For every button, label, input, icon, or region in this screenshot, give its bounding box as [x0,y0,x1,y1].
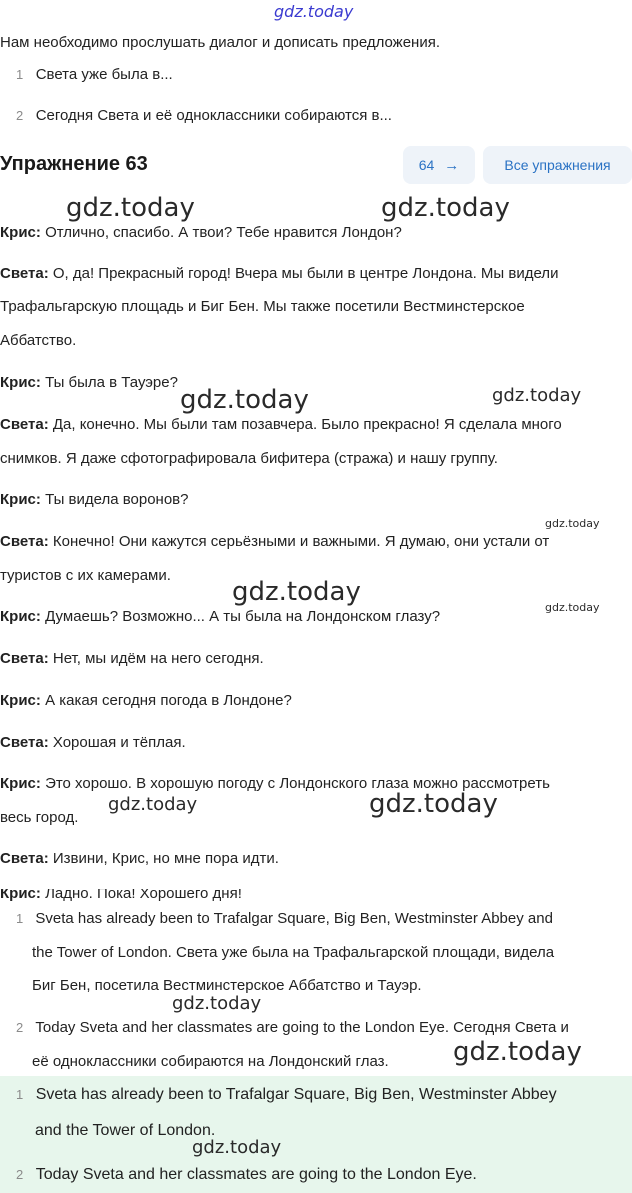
intro-list-item-1 [16,66,173,84]
dialog-text: Ты видела воронов? [45,491,189,508]
dialog-line [0,650,264,667]
answer-text-continued: Биг Бен, посетила Вестминстерское Аббатство и Тауэр. [32,977,422,994]
watermark: gdz.today [172,993,262,1014]
watermark: gdz.today [108,794,198,815]
speaker-label: Света: [0,533,49,550]
dialog-text: Нет, мы идём на него сегодня. [52,650,264,667]
watermark: gdz.today [545,601,600,614]
dialog-line [0,374,178,391]
intro-item-number: 1 [16,67,24,82]
final-answer-item-2 [16,1166,477,1184]
watermark: gdz.today [492,385,582,406]
watermark: gdz.today [66,193,195,223]
next-exercise-label: 64 [418,157,435,173]
dialog-text: Это хорошо. В хорошую погоду с Лондонского глаза можно рассмотреть [45,775,550,792]
dialog-line-continued: Аббатство. [0,332,77,349]
watermark: gdz.today [453,1037,582,1067]
speaker-label: Крис: [0,775,41,792]
answer-text: Sveta has already been to Trafalgar Square, Big Ben, Westminster Abbey [35,1086,557,1103]
answer-text: Today Sveta and her classmates are going to the London Eye. [35,1166,477,1183]
answer-item-1 [16,910,553,927]
watermark: gdz.today [180,385,309,415]
watermark: gdz.today [192,1137,282,1158]
speaker-label: Света: [0,650,49,667]
intro-text: Нам необходимо прослушать диалог и дописать предложения. [0,34,441,51]
speaker-label: Света: [0,850,49,867]
answer-number: 1 [16,911,24,926]
dialog-line [0,416,562,433]
exercise-title: Упражнение 63 [0,153,148,175]
speaker-label: Света: [0,416,49,433]
dialog-text: Извини, Крис, но мне пора идти. [52,850,279,867]
dialog-text: Хорошая и тёплая. [52,734,186,751]
watermark: gdz.today [545,517,600,530]
watermark: gdz.today [369,789,498,819]
answer-text: Today Sveta and her classmates are going to the London Eye. Сегодня Света и [35,1019,569,1036]
dialog-line [0,224,402,241]
intro-item-text: Сегодня Света и её одноклассники собираются в... [35,107,392,124]
final-answer-item-1 [16,1086,557,1104]
dialog-line-continued: снимков. Я даже сфотографировала бифитера (стража) и нашу группу. [0,450,498,467]
dialog-line-continued: Трафальгарскую площадь и Биг Бен. Мы также посетили Вестминстерское [0,298,525,315]
speaker-label: Крис: [0,889,41,902]
dialog-text: О, да! Прекрасный город! Вчера мы были в центре Лондона. Мы видели [52,265,559,282]
answer-item-2 [16,1019,569,1036]
watermark: gdz.today [381,193,510,223]
dialog-line [0,608,440,625]
dialog-text: Да, конечно. Мы были там позавчера. Было прекрасно! Я сделала много [52,416,562,433]
dialog-text: А какая сегодня погода в Лондоне? [45,692,292,709]
speaker-label: Крис: [0,692,41,709]
answer-number: 1 [16,1087,24,1102]
answer-number: 2 [16,1167,24,1182]
dialog-text: Ты была в Тауэре? [45,374,178,391]
dialog-line [0,734,186,751]
dialog-line [0,533,549,550]
speaker-label: Крис: [0,491,41,508]
all-exercises-button[interactable] [483,146,632,184]
dialog-text: Думаешь? Возможно... А ты была на Лондонском глазу? [45,608,441,625]
dialog-line [0,850,279,867]
arrow-right-icon: → [444,156,460,174]
dialog-line-continued: весь город. [0,809,79,826]
dialog-line [0,491,189,508]
answer-text: Sveta has already been to Trafalgar Square, Big Ben, Westminster Abbey and [35,910,553,927]
speaker-label: Света: [0,734,49,751]
intro-list-item-2 [16,107,392,125]
dialog-line-continued: туристов с их камерами. [0,567,171,584]
answer-text-continued: её одноклассники собираются на Лондонский глаз. [32,1053,389,1070]
dialog-text: Конечно! Они кажутся серьёзными и важными. Я думаю, они устали от [52,533,550,550]
dialog-line [0,692,292,709]
next-exercise-button[interactable] [403,146,475,184]
dialog-cutoff [0,889,632,903]
answer-text-continued: and the Tower of London. [35,1122,216,1139]
dialog-text: Ладно. Пока! Хорошего дня! [45,889,242,902]
watermark-top: gdz.today [274,2,354,21]
answer-number: 2 [16,1020,24,1035]
watermark: gdz.today [232,577,361,607]
answer-text-continued: the Tower of London. Света уже была на Трафальгарской площади, видела [32,944,555,961]
dialog-text: Отлично, спасибо. А твои? Тебе нравится Лондон? [45,224,402,241]
intro-item-number: 2 [16,108,24,123]
intro-item-text: Света уже была в... [35,66,173,83]
speaker-label: Крис: [0,224,41,241]
speaker-label: Света: [0,265,49,282]
dialog-line [0,889,242,902]
all-exercises-label: Все упражнения [504,157,611,173]
dialog-line [0,265,558,282]
speaker-label: Крис: [0,374,41,391]
speaker-label: Крис: [0,608,41,625]
